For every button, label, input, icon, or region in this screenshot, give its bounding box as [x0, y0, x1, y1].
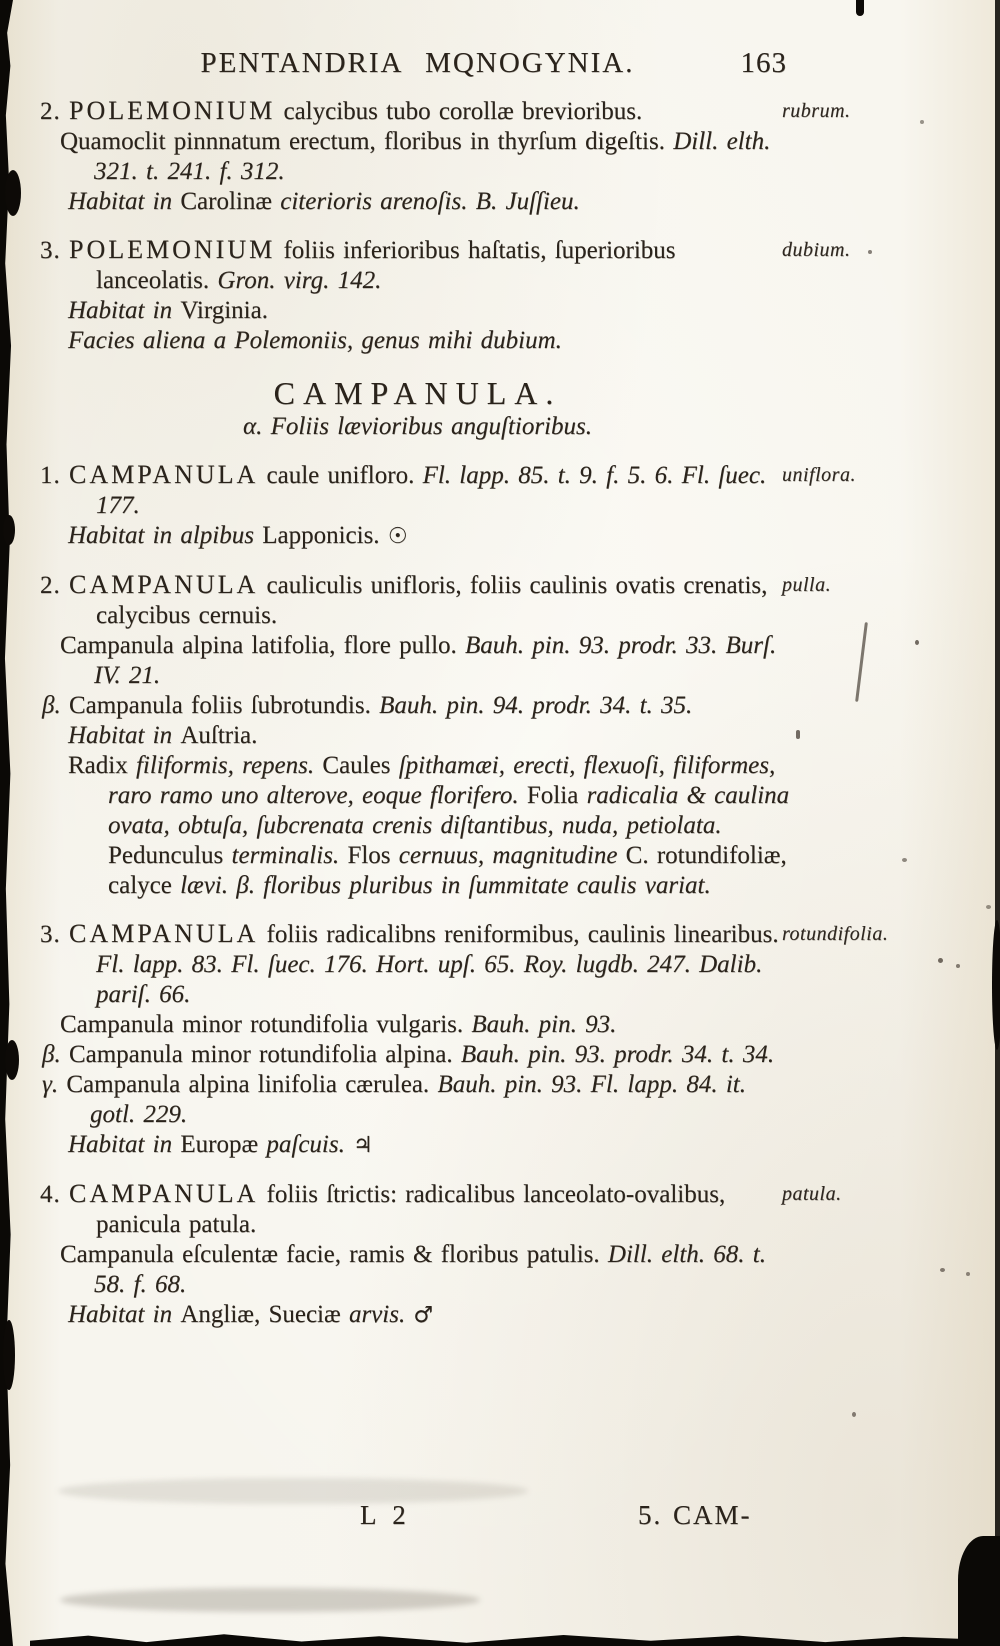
- species-diagnosis: [40, 96, 795, 127]
- text-run: Bauh. pin. 93. prodr. 33. Burſ. IV. 21.: [94, 632, 777, 689]
- ink-speck: [938, 958, 943, 963]
- text-run: Campanula alpina latifolia, flore pullo.: [60, 632, 466, 659]
- ink-speck: [915, 640, 919, 645]
- genus-name: CAMPANULA: [69, 570, 259, 599]
- ink-speck: [920, 120, 924, 124]
- entry-line-greek: [42, 691, 795, 721]
- botanical-symbol: ☉: [387, 524, 408, 549]
- genus-name: CAMPANULA: [69, 1179, 259, 1208]
- entry-number: 2.: [40, 572, 61, 599]
- text-run: ſpithamæi, erecti, flexuoſi, filiformes, raro ramo uno alterove, eoque florifero.: [108, 752, 776, 809]
- text-run: calycibus tubo corollæ brevioribus.: [283, 98, 643, 125]
- scan-edge-left: [0, 0, 13, 1646]
- text-run: Campanula minor rotundifolia vulgaris.: [60, 1011, 472, 1038]
- text-run: Habitat in alpibus: [68, 522, 263, 549]
- text-run: Pedunculus: [108, 842, 232, 869]
- entry-line-habitat: [68, 187, 795, 217]
- text-run: Radix: [68, 752, 136, 779]
- page-footer: [40, 1500, 800, 1540]
- ink-speck: [855, 622, 868, 702]
- text-run: Quamoclit pinnnatum erectum, floribus in thyrſum digeſtis.: [60, 128, 674, 155]
- text-run: Bauh. pin. 94. prodr. 34. t. 35.: [379, 692, 693, 719]
- entry-line-obs: [68, 751, 795, 901]
- species-entry: [40, 235, 851, 356]
- species-diagnosis: [40, 460, 795, 521]
- text-run: γ.: [42, 1071, 59, 1098]
- text-run: Facies aliena a Polemoniis, genus mihi dubium.: [68, 327, 562, 354]
- margin-species-name: dubium.: [782, 239, 851, 261]
- text-run: cernuus, magnitudine: [398, 842, 626, 869]
- scan-smudge: [60, 1588, 480, 1612]
- ink-speck: [940, 1268, 945, 1272]
- text-run: Gron. virg. 142.: [217, 267, 382, 294]
- text-run: Bauh. pin. 93. prodr. 34. t. 34.: [460, 1041, 775, 1068]
- genus-name: CAMPANULA: [69, 460, 259, 489]
- text-run: foliis radicalibns reniformibus, caulinis linearibus.: [266, 921, 779, 948]
- text-run: Bauh. pin. 93.: [471, 1011, 617, 1038]
- text-run: Caules: [322, 752, 399, 779]
- scan-mark-top: [856, 0, 864, 16]
- text-run: Virginia.: [180, 297, 268, 324]
- genus-heading: CAMPANULA.: [273, 375, 562, 411]
- scan-blot: [3, 515, 15, 545]
- entry-line-note: [68, 326, 795, 356]
- scan-edge-bottom: [30, 1633, 1000, 1646]
- text-run: Habitat in: [68, 1131, 181, 1158]
- entry-line-greek: [42, 1070, 795, 1130]
- text-run: Folia: [526, 782, 587, 809]
- margin-species-name: uniflora.: [782, 464, 856, 486]
- species-entry: [40, 460, 856, 552]
- entry-line-habitat: [68, 296, 795, 326]
- text-run: Fl. lapp. 83. Fl. ſuec. 176. Hort. upſ. 65. Roy. lugdb. 247. Dalib. pariſ. 66.: [96, 951, 763, 1008]
- text-run: Campanula foliis ſubrotundis.: [60, 692, 380, 719]
- text-run: foliis inferioribus haſtatis, ſuperioribus lanceolatis.: [96, 237, 676, 294]
- species-diagnosis: [40, 1179, 795, 1240]
- text-run: α. Foliis lævioribus anguſtioribus.: [242, 413, 593, 440]
- text-run: Auſtria.: [180, 722, 258, 749]
- entry-number: 3.: [40, 237, 61, 264]
- text-run: Fl. lapp. 85. t. 9. f. 5. 6. Fl. ſuec. 177.: [96, 462, 767, 519]
- scan-blot: [5, 1040, 19, 1080]
- ink-speck: [986, 905, 991, 909]
- botanical-symbol: ♂: [413, 1303, 434, 1328]
- entry-line-syn: [60, 1240, 795, 1300]
- entry-number: 1.: [40, 462, 61, 489]
- text-run: Carolinæ: [180, 188, 281, 215]
- text-run: Dill. elth. 68. t. 58. f. 68.: [94, 1241, 766, 1298]
- text-run: terminalis.: [231, 842, 348, 869]
- entry-line-habitat: [68, 1130, 795, 1161]
- text-column: [40, 96, 889, 1331]
- scan-smudge: [58, 1478, 528, 1504]
- signature-mark: L 2: [360, 1500, 410, 1530]
- text-run: radicalia & caulina ovata, obtuſa, ſubcrenata crenis diſtantibus, nuda, petiolata.: [108, 782, 790, 839]
- entry-line-syn: [60, 1010, 795, 1040]
- ink-speck: [902, 858, 907, 862]
- ink-speck: [796, 730, 800, 739]
- text-run: Dill. elth. 321. t. 241. f. 312.: [94, 128, 771, 185]
- genus-name: POLEMONIUM: [69, 96, 276, 125]
- text-run: Bauh. pin. 93. Fl. lapp. 84. it. gotl. 229.: [90, 1071, 746, 1128]
- genus-name: POLEMONIUM: [69, 235, 276, 264]
- margin-species-name: patula.: [782, 1183, 842, 1205]
- running-title: PENTANDRIA MQNOGYNIA.: [200, 47, 635, 79]
- text-run: filiformis, repens.: [135, 752, 323, 779]
- text-run: C. rotundifoliæ, calyce: [108, 842, 787, 899]
- text-run: Campanula alpina linifolia cærulea.: [58, 1071, 438, 1098]
- text-run: foliis ſtrictis: radicalibus lanceolato-ovalibus, panicula patula.: [96, 1181, 726, 1238]
- botanical-symbol: ♃: [353, 1133, 373, 1158]
- entry-line-syn: [60, 127, 795, 187]
- text-run: Flos: [347, 842, 399, 869]
- text-run: Habitat in: [68, 297, 181, 324]
- species-entry: [40, 570, 832, 901]
- scan-blot: [3, 1320, 15, 1390]
- text-run: Campanula eſculentæ facie, ramis & floribus patulis.: [60, 1241, 608, 1268]
- entry-line-greek: [42, 1040, 795, 1070]
- entry-number: 3.: [40, 921, 61, 948]
- text-run: β.: [42, 1041, 61, 1068]
- text-run: Europæ: [180, 1131, 267, 1158]
- margin-species-name: rubrum.: [782, 100, 851, 122]
- species-diagnosis: [40, 570, 795, 631]
- species-diagnosis: [40, 919, 795, 1010]
- text-run: citerioris arenoſis. B. Juſſieu.: [280, 188, 580, 215]
- text-run: Habitat in: [68, 188, 181, 215]
- ink-speck: [852, 1412, 856, 1417]
- entry-line-habitat: [68, 521, 795, 552]
- page-number: 163: [740, 47, 787, 79]
- text-run: Campanula minor rotundifolia alpina.: [60, 1041, 461, 1068]
- text-run: Habitat in: [68, 1301, 181, 1328]
- species-entry: [40, 1179, 842, 1331]
- scan-corner-shadow: [958, 1536, 1000, 1646]
- text-run: Habitat in: [68, 722, 181, 749]
- entry-line-syn: [60, 631, 795, 691]
- text-run: cauliculis unifloris, foliis caulinis ovatis crenatis, calycibus cernuis.: [96, 572, 768, 629]
- page-content: [40, 47, 889, 1331]
- species-entry: [40, 96, 851, 217]
- text-run: Lapponicis.: [262, 522, 388, 549]
- margin-species-name: pulla.: [782, 574, 832, 596]
- entry-number: 2.: [40, 98, 61, 125]
- ink-speck: [868, 250, 872, 254]
- entry-line-habitat: [68, 1300, 795, 1331]
- margin-species-name: rotundifolia.: [782, 923, 889, 945]
- scan-blot: [992, 920, 1000, 1050]
- page-header: [40, 48, 795, 78]
- text-run: caule unifloro.: [266, 462, 423, 489]
- scan-edge-right: [995, 0, 1000, 1646]
- genus-name: CAMPANULA: [69, 919, 259, 948]
- species-diagnosis: [40, 235, 795, 296]
- species-entry: [40, 919, 889, 1161]
- scan-blot: [5, 170, 21, 216]
- text-run: paſcuis.: [266, 1131, 354, 1158]
- ink-speck: [966, 1272, 970, 1276]
- ink-speck: [956, 964, 960, 968]
- catchword: 5. CAM-: [638, 1500, 752, 1530]
- entry-line-habitat: [68, 721, 795, 751]
- text-run: β.: [42, 692, 61, 719]
- text-run: Angliæ, Sueciæ: [180, 1301, 349, 1328]
- text-run: lævi. β. floribus pluribus in ſummitate caulis variat.: [180, 872, 711, 899]
- entry-number: 4.: [40, 1181, 61, 1208]
- section-heading: [40, 412, 795, 442]
- text-run: arvis.: [348, 1301, 414, 1328]
